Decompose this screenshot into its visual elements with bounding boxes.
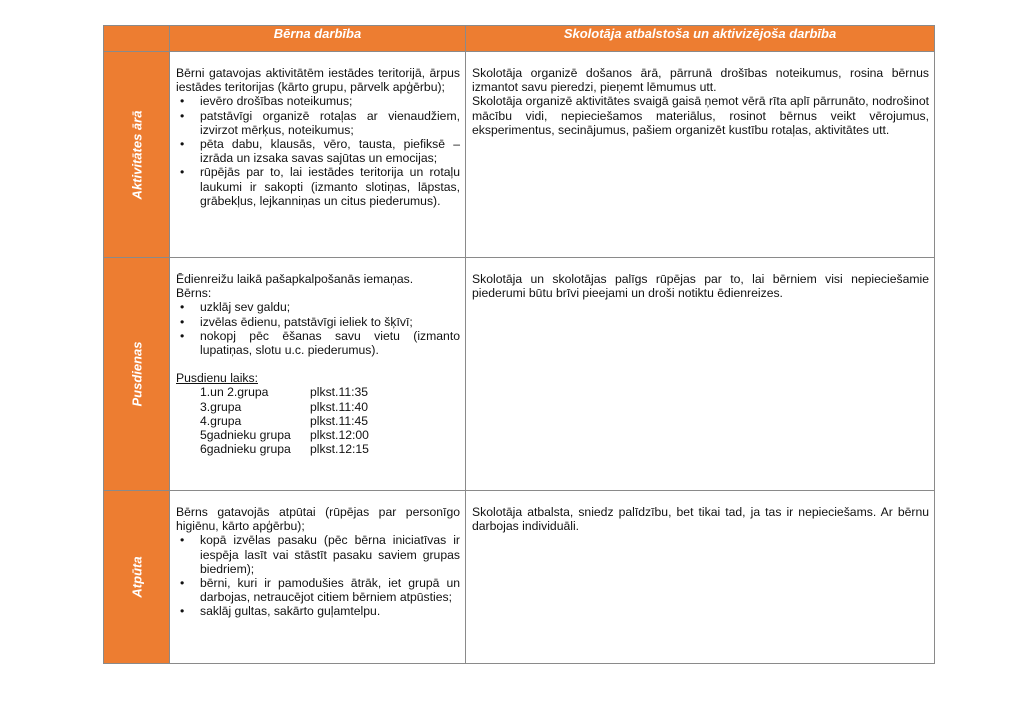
child-activity-list bbox=[176, 300, 460, 357]
table-row bbox=[104, 491, 935, 664]
child-activity-cell bbox=[170, 258, 466, 491]
table-row bbox=[104, 258, 935, 491]
lunch-time: plkst.11:35 bbox=[310, 385, 369, 400]
lunch-time: plkst.11:45 bbox=[310, 413, 369, 428]
list-item: • izvēlas ēdienu, patstāvīgi ieliek to šķīvī; bbox=[200, 315, 460, 329]
lunch-group: 6gadnieku grupa bbox=[200, 442, 291, 457]
child-intro: Ēdienreižu laikā pašapkalpošanās iemaņas. bbox=[176, 272, 414, 286]
lunch-time: plkst.11:40 bbox=[310, 399, 369, 414]
teacher-activity-cell bbox=[466, 52, 935, 258]
row-label: Atpūta bbox=[129, 556, 144, 598]
teacher-paragraph: Skolotāja organizē aktivitātes svaigā gaisā ņemot vērā rīta aplī pārrunāto, nodrošinot mācību vidi, nepieciešamos materiālus, rosinot bērnus veikt vērojumus, eksperimentus, secinājumus, pašiem organizēt kustību rotaļas, aktivitātes utt. bbox=[472, 94, 929, 137]
list-item: • nokopj pēc ēšanas savu vietu (izmanto lupatiņas, slotu u.c. piederumus). bbox=[200, 329, 460, 357]
teacher-activity-cell bbox=[466, 491, 935, 664]
child-intro: Bērni gatavojas aktivitātēm iestādes teritorijā, ārpus iestādes teritorijas (kārto grupu, pārvelk apģērbu); bbox=[176, 66, 460, 95]
row-label-cell bbox=[104, 52, 170, 258]
list-item: • rūpējās par to, lai iestādes teritorija un rotaļu laukumi ir sakopti (izmanto slotiņas, lāpstas, grābekļus, lejkanniņas un citus piederumus). bbox=[200, 165, 460, 208]
header-row bbox=[104, 26, 935, 52]
row-label-cell bbox=[104, 491, 170, 664]
lunch-time-row bbox=[176, 385, 460, 399]
table-row bbox=[104, 52, 935, 258]
lunch-time-row bbox=[176, 400, 460, 414]
child-intro-2: Bērns: bbox=[176, 286, 212, 301]
child-activity-cell bbox=[170, 491, 466, 664]
row-label-cell bbox=[104, 258, 170, 491]
child-intro: Bērns gatavojās atpūtai (rūpējas par personīgo higiēnu, kārto apģērbu); bbox=[176, 505, 460, 534]
list-item: • kopā izvēlas pasaku (pēc bērna iniciatīvas ir iespēja lasīt vai stāstīt pasaku saviem grupas biedriem); bbox=[200, 533, 460, 576]
lunch-group: 3.grupa bbox=[200, 399, 242, 414]
lunch-group: 1.un 2.grupa bbox=[200, 385, 269, 400]
activity-table bbox=[103, 25, 935, 664]
child-activity-list bbox=[176, 533, 460, 618]
lunch-group: 5gadnieku grupa bbox=[200, 428, 291, 443]
row-label: Aktivitātes ārā bbox=[129, 110, 144, 199]
lunch-time-row bbox=[176, 442, 460, 456]
child-activity-cell bbox=[170, 52, 466, 258]
child-activity-list bbox=[176, 94, 460, 208]
lunch-time: plkst.12:00 bbox=[310, 428, 369, 443]
list-item: • patstāvīgi organizē rotaļas ar vienaudžiem, izvirzot mērķus, noteikumus; bbox=[200, 109, 460, 137]
header-teacher-activity: Skolotāja atbalstoša un aktivizējoša darbība bbox=[466, 26, 935, 52]
list-item: • uzklāj sev galdu; bbox=[200, 300, 460, 314]
list-item: • pēta dabu, klausās, vēro, tausta, piefiksē – izrāda un izsaka savas sajūtas un emocijas; bbox=[200, 137, 460, 165]
teacher-paragraph: Skolotāja organizē došanos ārā, pārrunā drošības noteikumus, rosina bērnus izmantot savu pieredzi, pieņemt lēmumus utt. bbox=[472, 66, 929, 95]
teacher-paragraph: Skolotāja atbalsta, sniedz palīdzību, bet tikai tad, ja tas ir nepieciešams. Ar bērnu darbojas individuāli. bbox=[472, 505, 929, 534]
header-child-activity: Bērna darbība bbox=[170, 26, 466, 52]
list-item: • saklāj gultas, sakārto guļamtelpu. bbox=[200, 604, 460, 618]
lunch-time-row bbox=[176, 428, 460, 442]
list-item: • bērni, kuri ir pamodušies ātrāk, iet grupā un darbojas, netraucējot citiem bērniem atpūsties; bbox=[200, 576, 460, 604]
header-corner bbox=[104, 26, 170, 52]
teacher-activity-cell bbox=[466, 258, 935, 491]
list-item: • ievēro drošības noteikumus; bbox=[200, 94, 460, 108]
row-label: Pusdienas bbox=[129, 341, 144, 407]
lunch-time-row bbox=[176, 414, 460, 428]
lunch-time-title: Pusdienu laiks: bbox=[176, 371, 258, 386]
lunch-group: 4.grupa bbox=[200, 413, 242, 428]
teacher-paragraph: Skolotāja un skolotājas palīgs rūpējas par to, lai bērniem visi nepieciešamie piederumi būtu brīvi pieejami un droši notiktu ēdienreizes. bbox=[472, 272, 929, 301]
lunch-time: plkst.12:15 bbox=[310, 442, 369, 457]
